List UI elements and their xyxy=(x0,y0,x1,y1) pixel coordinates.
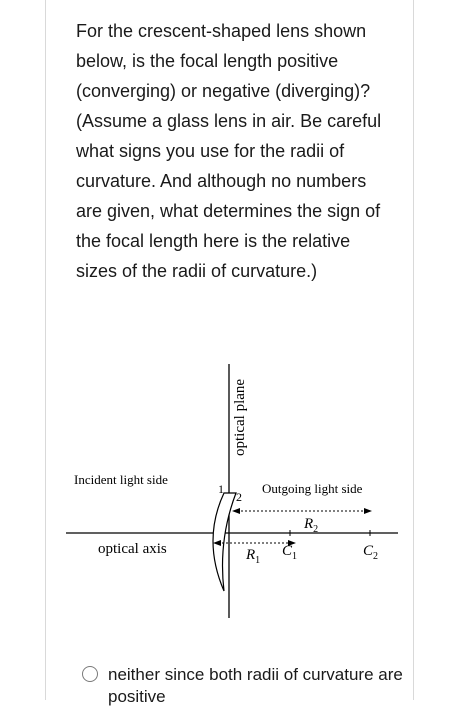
r1-subscript: 1 xyxy=(255,555,261,566)
radio-button[interactable] xyxy=(82,666,98,682)
optical-plane-label: optical plane xyxy=(232,378,248,456)
surface-1-label: 1 xyxy=(218,482,224,496)
c2-label: $C_2$ xyxy=(363,543,379,562)
r2-label: $R_2$ xyxy=(304,516,319,535)
answer-option-label: neither since both radii of curvature are positive xyxy=(108,665,403,706)
content-frame-right xyxy=(413,0,414,700)
lens-diagram xyxy=(66,352,406,622)
c1-subscript: 1 xyxy=(292,551,298,562)
c1-label: $C_1$ xyxy=(282,543,298,562)
r2-subscript: 2 xyxy=(313,524,319,535)
incident-side-label: Incident light side xyxy=(74,472,168,487)
content-frame-left xyxy=(45,0,46,700)
r1-label: $R_1$ xyxy=(246,547,261,566)
question-text: For the crescent-shaped lens shown below, is the focal length positive (converging) or negative (diverging)? (Assume a glass lens in air. Be careful what signs you use for the radii of curvature. And although no numbers are given, what determines the sign of the focal length here is the relative sizes of the radii of curvature.) xyxy=(76,21,382,281)
r2-arrowhead-left xyxy=(232,508,240,514)
optical-axis-label: optical axis xyxy=(98,541,167,557)
answer-option[interactable] xyxy=(82,658,412,718)
outgoing-side-label: Outgoing light side xyxy=(262,481,363,496)
surface-2-label: 2 xyxy=(236,490,242,504)
c2-subscript: 2 xyxy=(373,551,379,562)
r2-arrowhead-right xyxy=(364,508,372,514)
